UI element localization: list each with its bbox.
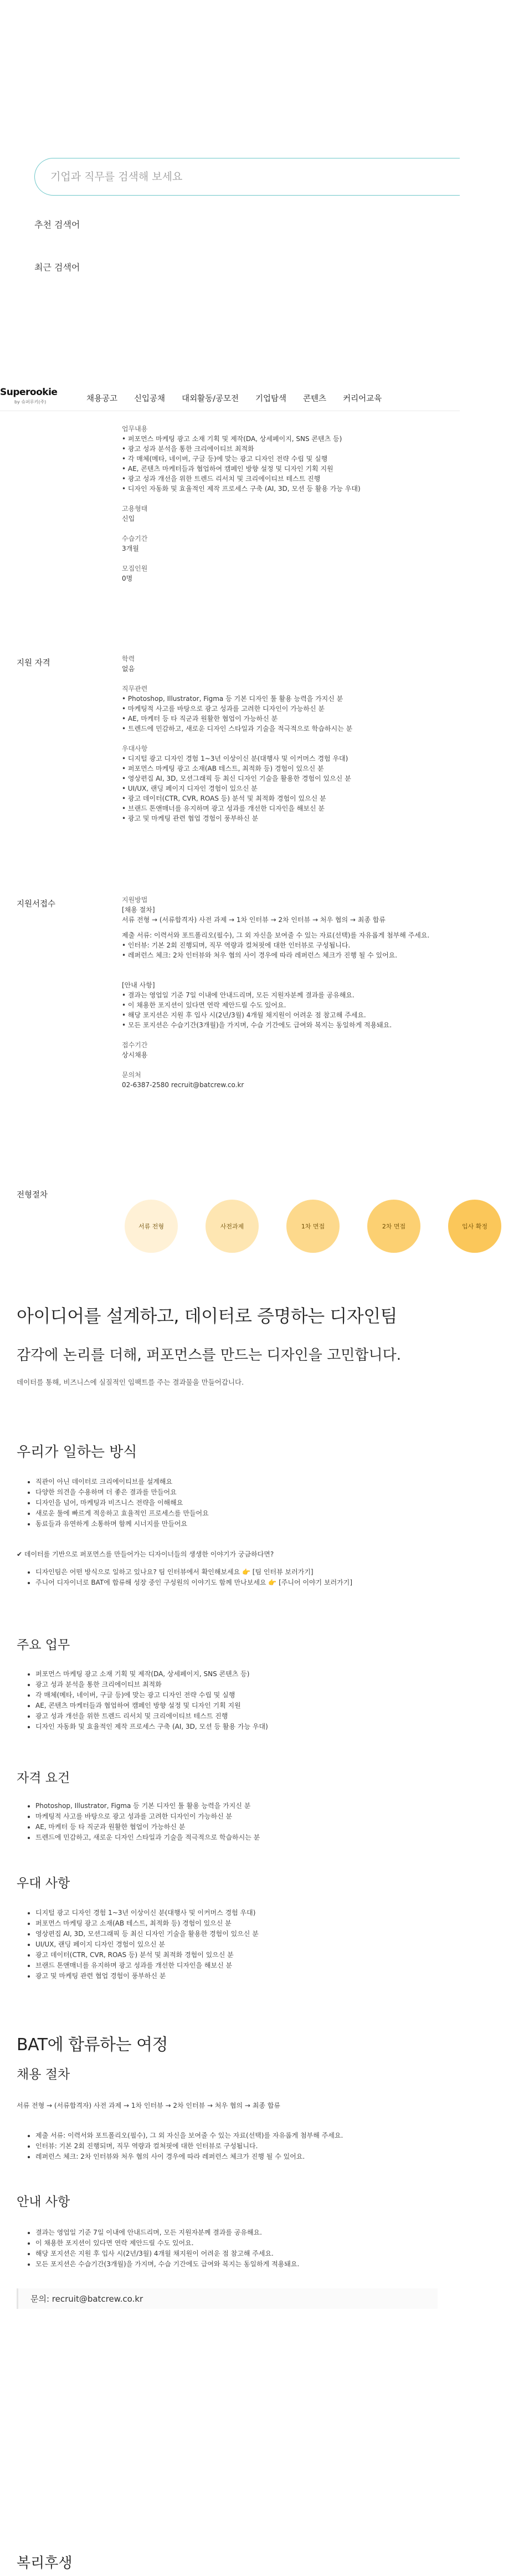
recommend-label: 추천 검색어 <box>34 219 80 230</box>
apply-label: 지원서접수 <box>17 900 56 909</box>
search-box[interactable] <box>34 158 460 196</box>
pref-item: • 브랜드 톤앤매너를 유지하며 광고 성과를 개선한 디자인을 해보신 분 <box>122 805 325 812</box>
req-title: 직무관련 <box>122 685 148 693</box>
logo-text: Superookie <box>0 387 58 398</box>
req2-list <box>35 1801 445 1843</box>
req-item: • 마케팅적 사고를 바탕으로 광고 성과를 고려한 디자인이 가능하신 분 <box>122 705 325 713</box>
guide-item: • 모든 포지션은 수습기간(3개월)을 가지며, 수습 기간에도 급여와 복지는 동일하게 적용돼요. <box>122 1021 392 1029</box>
how-item: • 직관이 아닌 데이터로 크리에이티브를 설계해요 <box>35 1477 445 1487</box>
edu-value: 없음 <box>122 665 135 673</box>
main-duty-item: • AE, 콘텐츠 마케터들과 협업하여 캠페인 방향 설정 및 디자인 기획 지원 <box>35 1701 445 1711</box>
deadline-title: 접수기간 <box>122 1041 148 1049</box>
step-circle: 사전과제 <box>206 1200 259 1253</box>
apply-block <box>122 895 449 1090</box>
main-duty-item: • 퍼포먼스 마케팅 광고 소재 기획 및 제작(DA, 상세페이지, SNS 콘텐츠 등) <box>35 1669 445 1679</box>
nav-item-contents[interactable]: 콘텐츠 <box>303 395 327 403</box>
main-duty-title: 주요 업무 <box>17 1638 70 1652</box>
journey-proc-list <box>35 2131 445 2162</box>
journey-title: BAT에 합류하는 여정 <box>17 2035 168 2055</box>
main-duty-list <box>35 1669 445 1732</box>
junior-story-link[interactable]: • 주니어 디자이너로 BAT에 합류해 성장 중인 구성원의 이야기도 함께 만나보세요 👉 [주니어 이야기 보러가기] <box>35 1578 445 1588</box>
duty-item: • 각 매체(메타, 네이버, 구글 등)에 맞는 광고 디자인 전략 수립 및 실행 <box>122 455 328 463</box>
guide-item: • 해당 포지션은 지원 후 입사 시(2년/3월) 4개월 채지원이 어려운 점 참고해 주세요. <box>122 1011 366 1019</box>
benefit-title: 복리후생 <box>17 2555 73 2572</box>
qualification-block <box>122 654 449 823</box>
journey-guide-item: • 이 채용한 포지션이 있다면 연락 제안드릴 수도 있어요. <box>35 2238 445 2249</box>
nav-item-activities[interactable]: 대외활동/공모전 <box>182 395 239 403</box>
duty-item: • 디자인 자동화 및 효율적인 제작 프로세스 구축 (AI, 3D, 모션 등 활용 가능 우대) <box>122 485 361 493</box>
how-item: • 다양한 의견을 수용하며 더 좋은 결과를 만들어요 <box>35 1487 445 1498</box>
type-value: 신입 <box>122 515 135 523</box>
pref2-item: • 광고 및 마케팅 관련 협업 경험이 풍부하신 분 <box>35 1971 445 1981</box>
duty-item: • 퍼포먼스 마케팅 광고 소재 기획 및 제작(DA, 상세페이지, SNS 콘텐츠 등) <box>122 435 342 443</box>
journey-proc-item: • 레퍼런스 체크: 2차 인터뷰와 처우 협의 사이 경우에 따라 레퍼런스 체크가 진행 될 수 있어요. <box>35 2152 445 2162</box>
pref-item: • 광고 데이터(CTR, CVR, ROAS 등) 분석 및 최적화 경험이 있으신 분 <box>122 795 326 802</box>
headline-title: 아이디어를 설계하고, 데이터로 증명하는 디자인팀 <box>17 1305 398 1327</box>
top-nav <box>0 387 460 411</box>
guide-item: • 이 채용한 포지션이 있다면 연락 제안드릴 수도 있어요. <box>122 1001 286 1009</box>
team-interview-link[interactable]: • 디자인팀은 어떤 방식으로 일하고 있나요? 팀 인터뷰에서 확인해보세요 👉 [팀 인터뷰 보러가기] <box>35 1567 445 1578</box>
how-item: • 디자인을 넘어, 마케팅과 비즈니스 전략을 이해해요 <box>35 1498 445 1508</box>
duty-item: • 광고 성과 개선을 위한 트렌드 리서치 및 크리에이티브 테스트 진행 <box>122 475 321 483</box>
duty-title: 업무내용 <box>122 425 148 433</box>
nav-item-newgrad[interactable]: 신입공채 <box>134 395 166 403</box>
pref2-item: • 디지털 광고 디자인 경험 1~3년 이상이신 분(대행사 및 이커머스 경험 우대) <box>35 1908 445 1918</box>
headcount-title: 모집인원 <box>122 565 148 572</box>
how-list <box>35 1477 445 1529</box>
period-title: 수습기간 <box>122 535 148 542</box>
guide-title: [안내 사항] <box>122 981 155 989</box>
pref-item: • 영상편집 AI, 3D, 모션그래픽 등 최신 디자인 기술을 활용한 경험이 있으신 분 <box>122 775 351 782</box>
step-circle: 2차 면접 <box>367 1200 420 1253</box>
headline-desc: 데이터를 통해, 비즈니스에 실질적인 임팩트를 주는 결과물을 만들어갑니다. <box>17 1378 244 1386</box>
journey-guide-item: • 모든 포지션은 수습기간(3개월)을 가지며, 수습 기간에도 급여와 복지는 동일하게 적용돼요. <box>35 2259 445 2270</box>
main-duty-item: • 디자인 자동화 및 효율적인 제작 프로세스 구축 (AI, 3D, 모션 등 활용 가능 우대) <box>35 1722 445 1732</box>
method-title: 지원방법 <box>122 896 148 904</box>
type-title: 고용형태 <box>122 505 148 513</box>
pref-item: • 퍼포먼스 마케팅 광고 소재(AB 테스트, 최적화 등) 경험이 있으신 분 <box>122 765 324 772</box>
main-duty-item: • 광고 성과 분석을 통한 크리에이티브 최적화 <box>35 1679 445 1690</box>
req2-item: • 트렌드에 민감하고, 새로운 디자인 스타일과 기술을 적극적으로 학습하시는 분 <box>35 1832 445 1843</box>
pref2-item: • UI/UX, 랜딩 페이지 디자인 경험이 있으신 분 <box>35 1939 445 1950</box>
journey-guide-item: • 결과는 영업일 기준 7일 이내에 안내드리며, 모든 지원자분께 결과를 공유해요. <box>35 2227 445 2238</box>
req2-item: • 마케팅적 사고를 바탕으로 광고 성과를 고려한 디자인이 가능하신 분 <box>35 1811 445 1822</box>
how-item: • 동료들과 유연하게 소통하며 함께 시너지를 만들어요 <box>35 1519 445 1529</box>
pref-item: • UI/UX, 랜딩 페이지 디자인 경험이 있으신 분 <box>122 785 258 792</box>
req2-item: • AE, 마케터 등 타 직군과 원활한 협업이 가능하신 분 <box>35 1822 445 1832</box>
pref2-title: 우대 사항 <box>17 1876 70 1891</box>
duty-item: • AE, 콘텐츠 마케터들과 협업하여 캠페인 방향 설정 및 디자인 기획 지원 <box>122 465 333 473</box>
how-q-list <box>35 1567 445 1588</box>
main-duty-item: • 광고 성과 개선을 위한 트렌드 리서치 및 크리에이티브 테스트 진행 <box>35 1711 445 1722</box>
journey-proc-item: • 제출 서류: 이력서와 포트폴리오(필수), 그 외 자신을 보여줄 수 있는 자료(선택)를 자유롭게 첨부해 주세요. <box>35 2131 445 2141</box>
journey-guide-list <box>35 2227 445 2270</box>
duty-item: • 광고 성과 분석을 통한 크리에이티브 최적화 <box>122 445 254 453</box>
pref2-item: • 퍼포먼스 마케팅 광고 소재(AB 테스트, 최적화 등) 경험이 있으신 분 <box>35 1918 445 1929</box>
req-item: • 트렌드에 민감하고, 새로운 디자인 스타일과 기술을 적극적으로 학습하시는 분 <box>122 725 353 733</box>
apply-note: • 레퍼런스 체크: 2차 인터뷰와 처우 협의 사이 경우에 따라 레퍼런스 체크가 진행 될 수 있어요. <box>122 951 398 959</box>
req2-item: • Photoshop, Illustrator, Figma 등 기본 디자인 툴 활용 능력을 가지신 분 <box>35 1801 445 1811</box>
how-question: ✔ 데이터를 기반으로 퍼포먼스를 만들어가는 디자이너들의 생생한 이야기가 궁금하다면? <box>17 1550 274 1558</box>
req-item: • AE, 마케터 등 타 직군과 원활한 협업이 가능하신 분 <box>122 715 278 723</box>
step-circle: 서류 전형 <box>125 1200 178 1253</box>
contact-title: 문의처 <box>122 1071 141 1079</box>
process-title: [채용 절차] <box>122 906 155 914</box>
nav-item-jobs[interactable]: 채용공고 <box>86 395 118 403</box>
process-text: 서류 전형 → (서류합격자) 사전 과제 → 1차 인터뷰 → 2차 인터뷰 → 처우 협의 → 최종 합류 <box>122 916 386 924</box>
contact-value: 02-6387-2580 recruit@batcrew.co.kr <box>122 1081 244 1089</box>
journey-proc-item: • 인터뷰: 기본 2회 진행되며, 직무 역량과 컬쳐핏에 대한 인터뷰로 구성됩니다. <box>35 2141 445 2152</box>
apply-note: • 인터뷰: 기본 2회 진행되며, 직무 역량과 컬쳐핏에 대한 인터뷰로 구성됩니다. <box>122 941 351 949</box>
pref2-list <box>35 1908 445 1981</box>
logo-subtext: by 슈퍼루키(주) <box>14 400 47 404</box>
apply-note: 제출 서류: 이력서와 포트폴리오(필수), 그 외 자신을 보여줄 수 있는 자료(선택)를 자유롭게 첨부해 주세요. <box>122 931 430 939</box>
req2-title: 자격 요건 <box>17 1771 70 1785</box>
req-item: • Photoshop, Illustrator, Figma 등 기본 디자인 툴 활용 능력을 가지신 분 <box>122 695 343 703</box>
job-info-block <box>122 424 449 583</box>
how-title: 우리가 일하는 방식 <box>17 1444 137 1461</box>
pref-item: • 광고 및 마케팅 관련 협업 경험이 풍부하신 분 <box>122 815 259 822</box>
journey-proc: 서류 전형 → (서류합격자) 사전 과제 → 1차 인터뷰 → 2차 인터뷰 → 처우 협의 → 최종 합류 <box>17 2102 280 2109</box>
guide-item: • 결과는 영업일 기준 7일 이내에 안내드리며, 모든 지원자분께 결과를 공유해요. <box>122 991 355 999</box>
deadline-value: 상시채용 <box>122 1051 148 1059</box>
main-duty-item: • 각 매체(메타, 네이버, 구글 등)에 맞는 광고 디자인 전략 수립 및 실행 <box>35 1690 445 1701</box>
headline-subtitle: 감각에 논리를 더해, 퍼포먼스를 만드는 디자인을 고민합니다. <box>17 1347 402 1364</box>
top-blank-area <box>0 0 460 141</box>
step-circle: 입사 확정 <box>448 1200 501 1253</box>
steps-label: 전형절차 <box>17 1191 48 1200</box>
pref2-item: • 영상편집 AI, 3D, 모션그래픽 등 최신 디자인 기술을 활용한 경험이 있으신 분 <box>35 1929 445 1939</box>
journey-guide-title: 안내 사항 <box>17 2195 70 2209</box>
headcount-value: 0명 <box>122 575 133 582</box>
pref-title: 우대사항 <box>122 745 148 752</box>
steps-row <box>125 1200 529 1253</box>
nav-item-company[interactable]: 기업탐색 <box>255 395 287 403</box>
search-input[interactable] <box>35 158 460 195</box>
how-item: • 새로운 툴에 빠르게 적응하고 효율적인 프로세스를 만들어요 <box>35 1508 445 1519</box>
journey-proc-title: 채용 절차 <box>17 2067 70 2082</box>
pref2-item: • 브랜드 톤앤매너를 유지하며 광고 성과를 개선한 디자인을 해보신 분 <box>35 1960 445 1971</box>
step-circle: 1차 면접 <box>286 1200 340 1253</box>
pref2-item: • 광고 데이터(CTR, CVR, ROAS 등) 분석 및 최적화 경험이 있으신 분 <box>35 1950 445 1960</box>
edu-title: 학력 <box>122 655 135 663</box>
nav-item-education[interactable]: 커리어교육 <box>343 395 382 403</box>
journey-contact: 문의: recruit@batcrew.co.kr <box>17 2288 438 2309</box>
qualification-label: 지원 자격 <box>17 659 50 668</box>
pref-item: • 디지털 광고 디자인 경험 1~3년 이상이신 분(대행사 및 이커머스 경험 우대) <box>122 755 348 762</box>
recent-label: 최근 검색어 <box>34 262 80 273</box>
period-value: 3개월 <box>122 545 139 552</box>
logo[interactable] <box>0 387 60 405</box>
journey-guide-item: • 해당 포지션은 지원 후 입사 시(2년/3월) 4개월 채지원이 어려운 점 참고해 주세요. <box>35 2249 445 2259</box>
